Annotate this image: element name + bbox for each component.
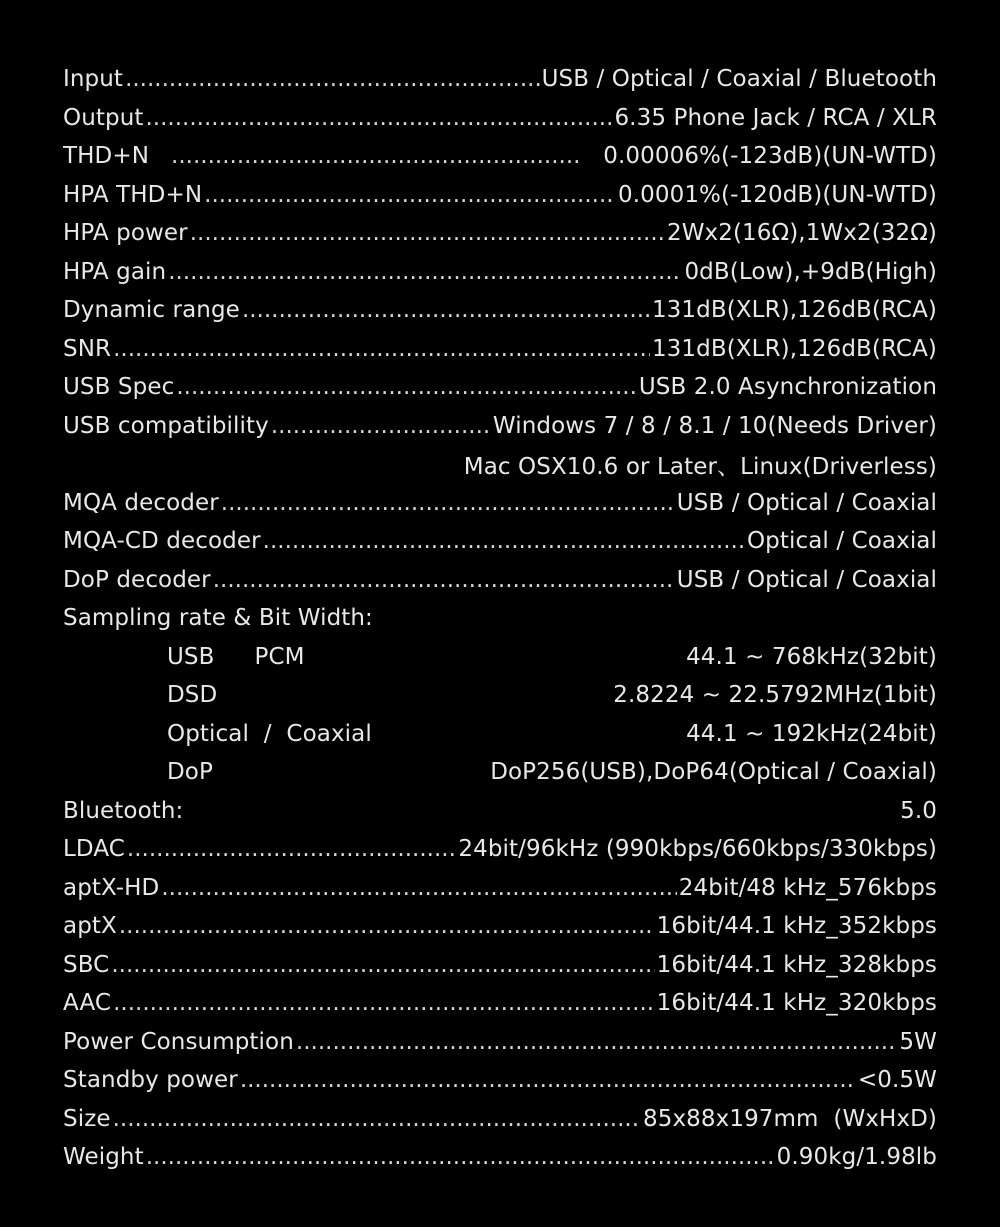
leader-dots	[213, 567, 675, 593]
spec-value: 6.35 Phone Jack / RCA / XLR	[614, 104, 937, 131]
leader-dots	[176, 374, 637, 400]
leader-dots	[263, 528, 745, 554]
spec-row-output	[63, 99, 937, 138]
spec-row-hpa-thdn	[63, 176, 937, 215]
spec-row-ldac	[63, 830, 937, 869]
spec-value: 131dB(XLR),126dB(RCA)	[651, 335, 937, 362]
spec-value: 24bit/48 kHz_576kbps	[678, 874, 937, 901]
spec-label: HPA THD+N	[63, 181, 203, 208]
spec-label: aptX-HD	[63, 874, 160, 901]
sampling-heading: Sampling rate & Bit Width:	[63, 605, 373, 632]
spec-label: USB compatibility	[63, 412, 269, 439]
spec-row-thdn	[63, 137, 937, 176]
sampling-value: 2.8224 ~ 22.5792MHz(1bit)	[613, 682, 937, 709]
spec-value: 2Wx2(16Ω),1Wx2(32Ω)	[666, 220, 937, 247]
sampling-label: USB	[167, 643, 215, 670]
spec-row-usb-spec	[63, 368, 937, 407]
spec-value: 0.0001%(-120dB)(UN-WTD)	[617, 181, 937, 208]
spec-label: THD+N	[63, 143, 150, 170]
spec-value: 85x88x197mm (WxHxD)	[642, 1105, 937, 1132]
spec-value: 5.0	[900, 797, 937, 824]
spec-value: 24bit/96kHz (990kbps/660kbps/330kbps)	[458, 836, 937, 863]
spec-row-standby-power	[63, 1061, 937, 1100]
spec-row-power-consumption	[63, 1023, 937, 1062]
spec-label: Dynamic range	[63, 297, 240, 324]
leader-dots	[204, 182, 616, 208]
spec-row-aac	[63, 984, 937, 1023]
leader-dots	[113, 1106, 641, 1132]
sampling-heading-row	[63, 599, 937, 638]
spec-label: SBC	[63, 951, 110, 978]
spec-value: USB / Optical / Coaxial / Bluetooth	[541, 66, 937, 93]
spec-value: 16bit/44.1 kHz_352kbps	[656, 913, 937, 940]
spec-value: 5W	[899, 1028, 937, 1055]
spec-label: HPA power	[63, 220, 188, 247]
spec-row-usb-compat	[63, 407, 937, 446]
spec-row-dynamic-range	[63, 291, 937, 330]
spec-value: 0.00006%(-123dB)(UN-WTD)	[603, 143, 937, 170]
spec-label: Weight	[63, 1144, 144, 1171]
spec-label: Size	[63, 1105, 111, 1132]
spec-row-aptx-hd	[63, 869, 937, 908]
leader-dots	[113, 336, 650, 362]
spec-label: Power Consumption	[63, 1028, 294, 1055]
sampling-row-dop	[63, 753, 937, 792]
spec-label: Standby power	[63, 1067, 238, 1094]
spec-row-hpa-gain	[63, 253, 937, 292]
leader-dots	[127, 836, 456, 862]
spec-label: Output	[63, 104, 144, 131]
sampling-value: 44.1 ~ 768kHz(32bit)	[686, 643, 937, 670]
spec-value: 0dB(Low),+9dB(High)	[684, 258, 937, 285]
spec-label: Input	[63, 66, 124, 93]
leader-dots	[168, 259, 682, 285]
sampling-row-usb-pcm	[63, 638, 937, 677]
spec-row-weight	[63, 1138, 937, 1177]
spec-label: aptX	[63, 913, 117, 940]
spec-value: 16bit/44.1 kHz_328kbps	[656, 951, 937, 978]
leader-dots	[146, 105, 613, 131]
spec-value: 16bit/44.1 kHz_320kbps	[656, 990, 937, 1017]
sampling-sublabel: PCM	[254, 643, 305, 670]
leader-dots	[271, 413, 491, 439]
spec-value: Mac OSX10.6 or Later、Linux(Driverless)	[463, 453, 937, 480]
spec-row-aptx	[63, 907, 937, 946]
spec-value: USB / Optical / Coaxial	[676, 489, 937, 516]
spec-row-hpa-power	[63, 214, 937, 253]
leader-dots	[296, 1029, 898, 1055]
spec-row-mqa	[63, 484, 937, 523]
spec-value: <0.5W	[857, 1067, 937, 1094]
spec-label: Bluetooth:	[63, 797, 184, 824]
spec-value: USB 2.0 Asynchronization	[638, 374, 937, 401]
spec-label: DoP decoder	[63, 566, 211, 593]
spec-value: 0.90kg/1.98lb	[776, 1144, 937, 1171]
spec-label: AAC	[63, 990, 112, 1017]
sampling-row-optical	[63, 715, 937, 754]
spec-label: USB Spec	[63, 374, 175, 401]
sampling-label: DSD	[167, 682, 218, 709]
spec-row-dop	[63, 561, 937, 600]
spec-label: LDAC	[63, 836, 125, 863]
spec-value: USB / Optical / Coaxial	[676, 566, 937, 593]
leader-dots	[111, 952, 654, 978]
spec-value: 131dB(XLR),126dB(RCA)	[651, 297, 937, 324]
sampling-label: DoP	[167, 759, 213, 786]
spec-label: MQA-CD decoder	[63, 528, 261, 555]
spec-row-bluetooth	[63, 792, 937, 831]
leader-dots	[161, 875, 676, 901]
spec-row-mqa-cd	[63, 522, 937, 561]
leader-dots	[190, 220, 665, 246]
spec-row-size	[63, 1100, 937, 1139]
sampling-row-dsd	[63, 676, 937, 715]
spec-label: MQA decoder	[63, 489, 219, 516]
spec-label: SNR	[63, 335, 112, 362]
spec-label: HPA gain	[63, 258, 167, 285]
leader-dots	[242, 297, 650, 323]
leader-dots	[221, 490, 675, 516]
spec-value: Windows 7 / 8 / 8.1 / 10(Needs Driver)	[492, 412, 937, 439]
spec-sheet	[63, 60, 937, 1177]
leader-dots	[146, 1144, 775, 1170]
spec-value: Optical / Coaxial	[746, 528, 937, 555]
sampling-label: Optical / Coaxial	[167, 720, 372, 747]
sampling-value: 44.1 ~ 192kHz(24bit)	[686, 720, 937, 747]
leader-dots	[240, 1067, 856, 1093]
spec-row-usb-compat-cont	[63, 445, 937, 484]
spec-row-sbc	[63, 946, 937, 985]
leader-dots	[125, 66, 540, 92]
spec-row-input	[63, 60, 937, 99]
leader-dots	[119, 913, 655, 939]
sampling-value: DoP256(USB),DoP64(Optical / Coaxial)	[490, 759, 937, 786]
spec-row-snr	[63, 330, 937, 369]
leader-dots	[113, 990, 655, 1016]
leader-dots	[171, 143, 581, 169]
